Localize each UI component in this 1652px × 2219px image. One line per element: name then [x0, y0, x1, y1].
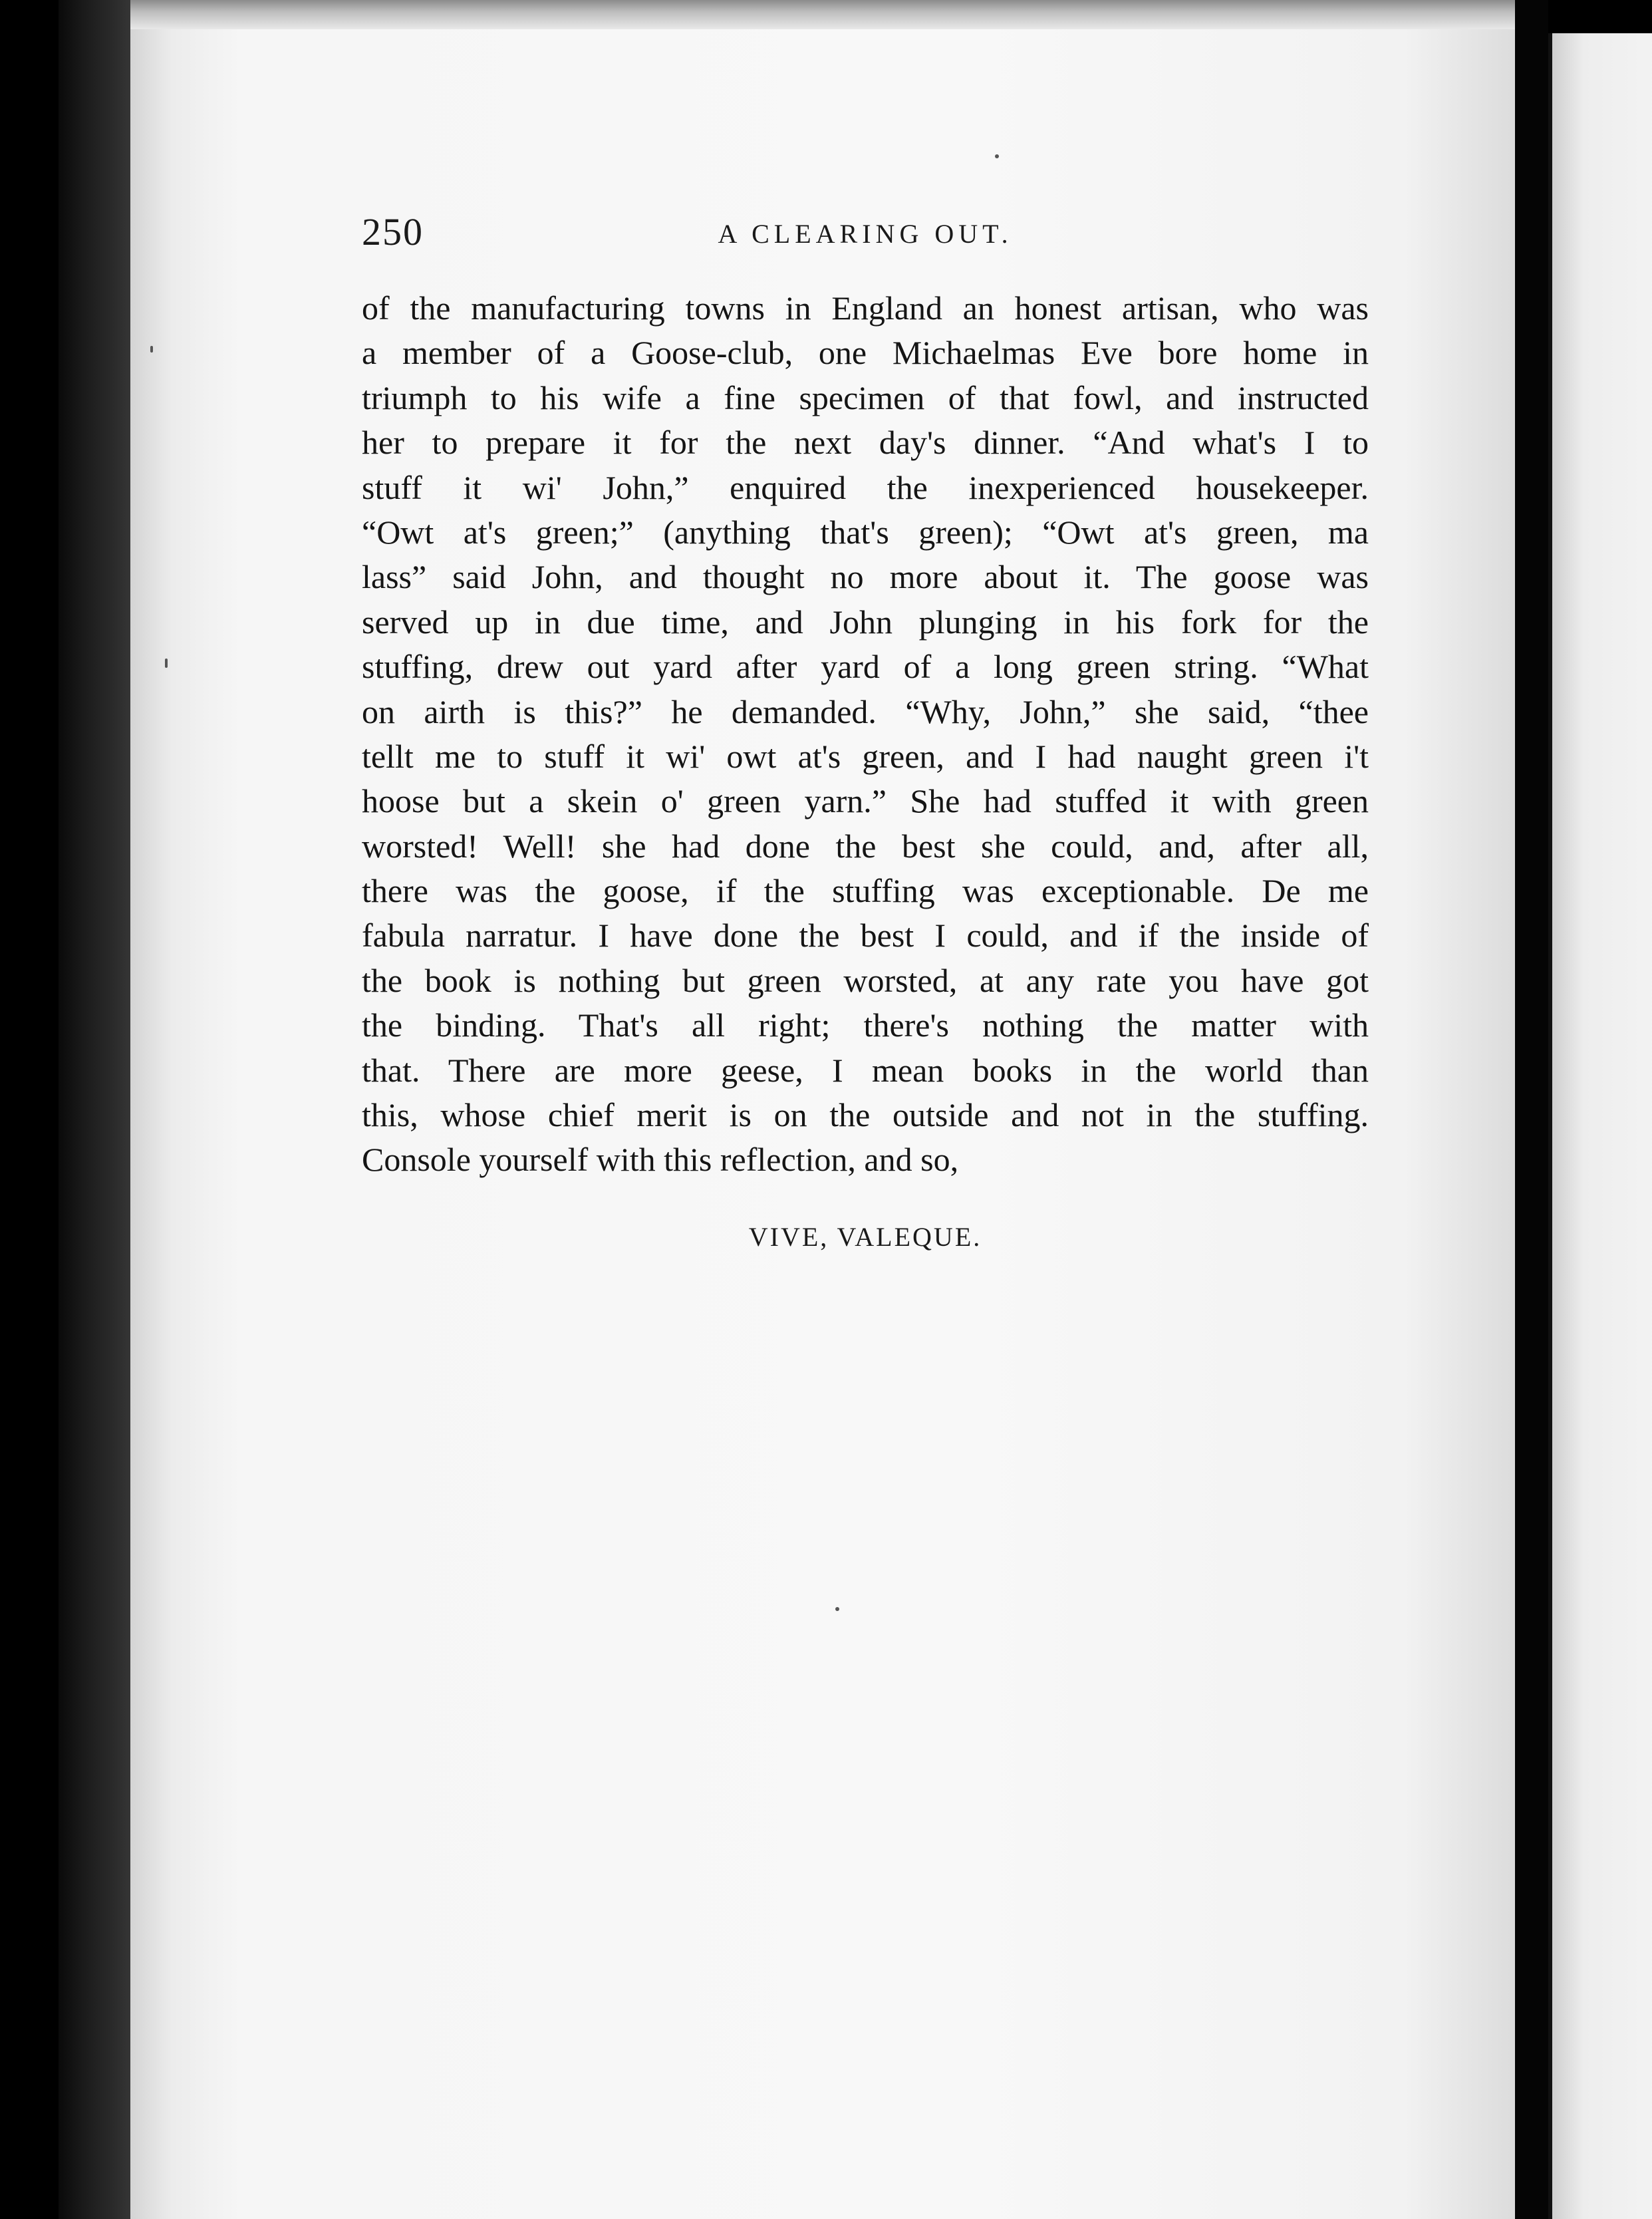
scan-speck: [150, 346, 153, 353]
text-line: “Owt at's green;” (anything that's green); “Owt at's green, ma: [362, 513, 1369, 551]
text-line: on airth is this?” he demanded. “Why, John,” she said, “thee: [362, 692, 1369, 730]
text-line: a member of a Goose-club, one Michaelmas Eve bore home in: [362, 334, 1369, 372]
left-page-edge: [59, 0, 138, 2219]
top-page-edge: [130, 0, 1515, 29]
text-line: triumph to his wife a fine specimen of that fowl, and instructed: [362, 378, 1369, 416]
text-line: hoose but a skein o' green yarn.” She had stuffed it with green: [362, 782, 1369, 820]
text-line: worsted! Well! she had done the best she could, and, after all,: [362, 827, 1369, 865]
text-line: stuffing, drew out yard after yard of a long green string. “What: [362, 648, 1369, 686]
page-header: [362, 209, 1369, 255]
running-head: A CLEARING OUT.: [718, 219, 1013, 249]
text-line: fabula narratur. I have done the best I could, and if the inside of: [362, 917, 1369, 955]
facing-page-edge: [1548, 33, 1652, 2219]
text-line: her to prepare it for the next day's dinner. “And what's I to: [362, 424, 1369, 462]
text-line: tellt me to stuff it wi' owt at's green, and I had naught green i't: [362, 737, 1369, 775]
text-line: the binding. That's all right; there's nothing the matter with: [362, 1006, 1369, 1044]
text-line: stuff it wi' John,” enquired the inexperienced housekeeper.: [362, 468, 1369, 506]
text-line: of the manufacturing towns in England an honest artisan, who was: [362, 289, 1369, 327]
text-line: Console yourself with this reflection, and so,: [362, 1141, 959, 1179]
scan-speck: [165, 659, 168, 668]
text-line: that. There are more geese, I mean books in the world than: [362, 1051, 1369, 1089]
text-line: served up in due time, and John plunging in his fork for the: [362, 603, 1369, 641]
binding-gap: [1515, 0, 1548, 2219]
text-line: this, whose chief merit is on the outside and not in the stuffing.: [362, 1096, 1369, 1134]
closing-signature: VIVE, VALEQUE.: [748, 1222, 982, 1252]
page-number: 250: [362, 210, 424, 253]
scan-speck: [835, 1607, 839, 1611]
text-line: lass” said John, and thought no more about it. The goose was: [362, 558, 1369, 596]
scan-speck: [995, 154, 999, 158]
body-text: [362, 286, 1369, 1183]
text-line: the book is nothing but green worsted, at any rate you have got: [362, 961, 1369, 999]
text-line: there was the goose, if the stuffing was exceptionable. De me: [362, 872, 1369, 910]
